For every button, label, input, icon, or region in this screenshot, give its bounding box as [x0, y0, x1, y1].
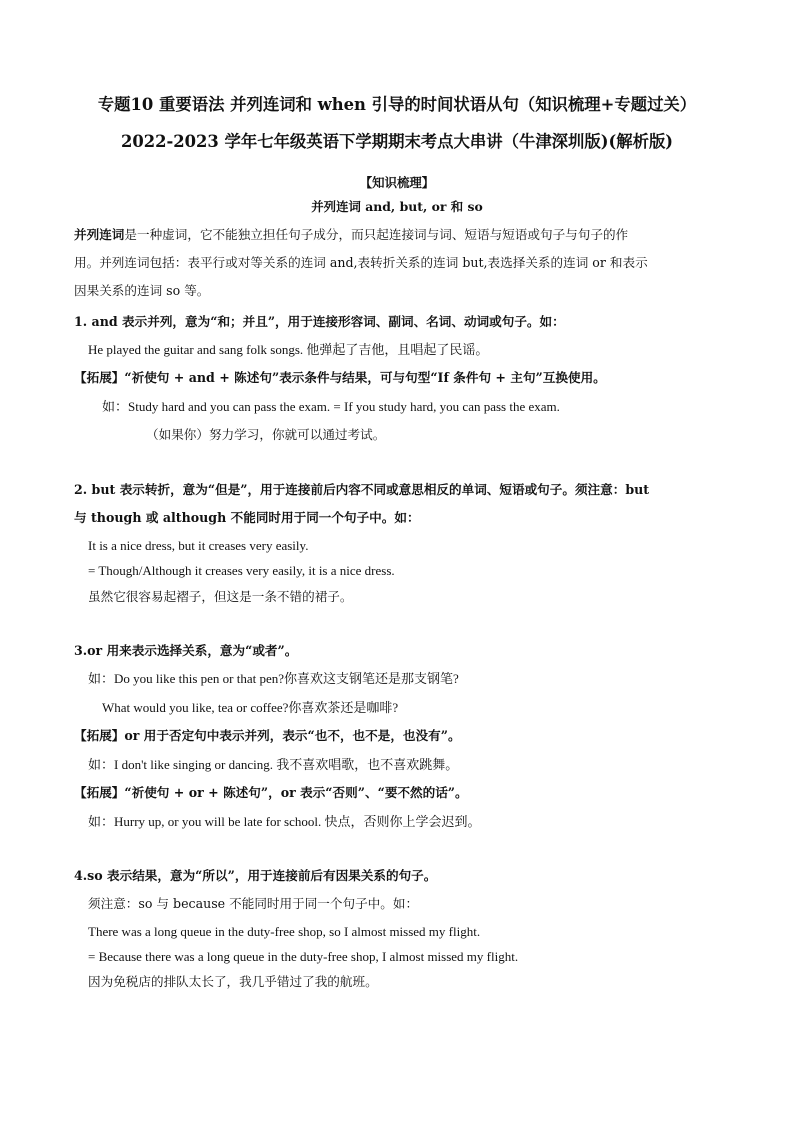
section-4-note: 须注意：so 与 because 不能同时用于同一个句子中。如： — [88, 896, 419, 911]
section-3-example-2: What would you like, tea or coffee?你喜欢茶还是咖啡? — [102, 700, 399, 715]
section-2-translation: 虽然它很容易起褶子，但这是一条不错的裙子。 — [88, 589, 353, 604]
section-3-extension-1-example: 如：I don't like singing or dancing. 我不喜欢唱歌，也不喜欢跳舞。 — [88, 757, 459, 772]
section-4-translation: 因为免税店的排队太长了，我几乎错过了我的航班。 — [88, 974, 378, 989]
section-3-extension-2-heading: 【拓展】“祈使句 + or + 陈述句”，or 表示“否则”、“要不然的话”。 — [74, 785, 468, 800]
section-1-example: He played the guitar and sang folk songs. 他弹起了吉他，且唱起了民谣。 — [88, 342, 489, 357]
section-1-extension-example: 如：Study hard and you can pass the exam. = If you study hard, you can pass the exam. — [102, 399, 560, 414]
document-title-line-2: 2022-2023 学年七年级英语下学期期末考点大串讲（牛津深圳版)(解析版) — [120, 132, 674, 151]
section-1-heading: 1. and 表示并列，意为“和；并且”，用于连接形容词、副词、名词、动词或句子。如： — [74, 314, 565, 329]
section-4-heading: 4.so 表示结果，意为“所以”，用于连接前后有因果关系的句子。 — [74, 868, 437, 883]
section-3-extension-1-heading: 【拓展】or 用于否定句中表示并列，表示“也不，也不是，也没有”。 — [74, 728, 461, 743]
knowledge-heading: 【知识梳理】 — [359, 175, 435, 190]
section-heading: 并列连词 and, but, or 和 so — [311, 199, 483, 214]
section-4-example-2: = Because there was a long queue in the duty-free shop, I almost missed my flight. — [88, 949, 519, 964]
section-1-extension-heading: 【拓展】“祈使句 + and + 陈述句”表示条件与结果，可与句型“If 条件句 + 主句”互换使用。 — [74, 370, 606, 385]
section-4-example-1: There was a long queue in the duty-free shop, so I almost missed my flight. — [88, 924, 481, 939]
section-2-heading-line-2: 与 though 或 although 不能同时用于同一个句子中。如： — [74, 510, 420, 525]
intro-line-3: 因果关系的连词 so 等。 — [74, 283, 210, 298]
section-3-example-1: 如：Do you like this pen or that pen?你喜欢这支钢笔还是那支钢笔? — [88, 671, 459, 686]
intro-term: 并列连词 — [74, 227, 125, 242]
section-2-example-1: It is a nice dress, but it creases very easily. — [88, 538, 309, 553]
intro-line-1 — [74, 227, 628, 243]
intro-line-2: 用。并列连词包括：表平行或对等关系的连词 and,表转折关系的连词 but,表选择关系的连词 or 和表示 — [74, 255, 648, 270]
section-2-example-2: = Though/Although it creases very easily, it is a nice dress. — [88, 563, 395, 578]
section-2-heading-line-1: 2. but 表示转折，意为“但是”，用于连接前后内容不同或意思相反的单词、短语或句子。须注意：but — [74, 482, 650, 497]
section-3-extension-2-example: 如：Hurry up, or you will be late for school. 快点，否则你上学会迟到。 — [88, 814, 481, 829]
section-3-heading: 3.or 用来表示选择关系，意为“或者”。 — [74, 643, 298, 658]
section-1-extension-translation: （如果你）努力学习，你就可以通过考试。 — [146, 427, 386, 442]
document-title-line-1: 专题10 重要语法 并列连词和 when 引导的时间状语从句（知识梳理+专题过关） — [97, 95, 697, 114]
intro-line-1-rest: 是一种虚词，它不能独立担任句子成分，而只起连接词与词、短语与短语或句子与句子的作 — [124, 227, 629, 242]
